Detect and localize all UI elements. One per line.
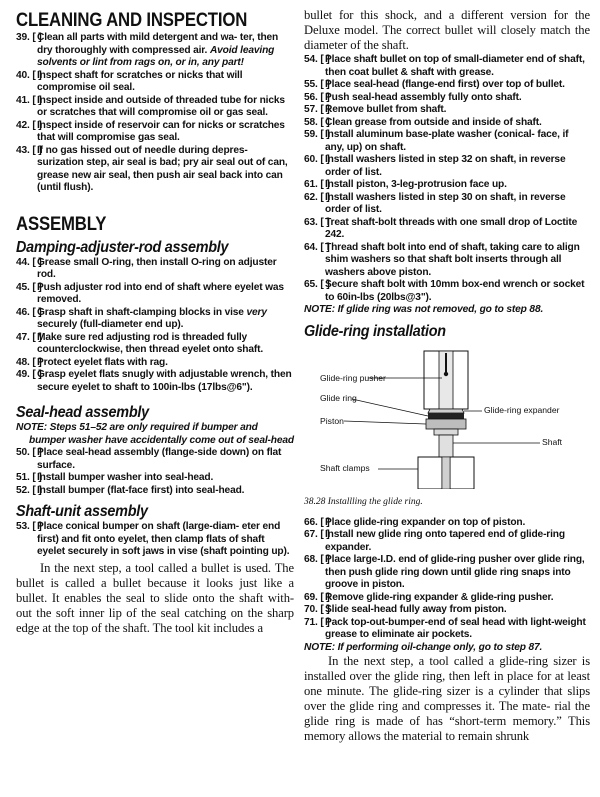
step-66: [304, 517, 590, 530]
step-number: 53. [ ]: [16, 521, 42, 532]
step-42: [16, 120, 294, 145]
step-number: 51. [ ]: [16, 472, 42, 483]
glide-ring-subheading: Glide-ring installation: [304, 322, 446, 340]
step-number: 64. [ ]: [304, 241, 330, 253]
step-number: 49. [ ]: [16, 369, 42, 380]
pusher-rod-tip: [444, 371, 448, 375]
step-text: Remove glide-ring expander & glide-ring pusher.: [325, 591, 554, 603]
paragraph-text: In the next step, a tool called a glide-ring sizer is installed over the glide ring, then left in place for at least one minute. The glide-ring sizer is a cylinder that slips over the glide ring and compresses it. The mate- rial the glide ring is made of has “short-term memory.” This memory allows the material to remain shrunk: [304, 654, 590, 743]
right-column: [304, 0, 590, 744]
step-48: [16, 357, 294, 370]
label-shaft-clamps: Shaft clamps: [320, 462, 370, 473]
step-text: Grasp eyelet flats snugly with adjustable wrench, then secure eyelet to shaft to 100in-lbs (17lbs@6").: [37, 369, 292, 393]
shaft-clamp-right: [450, 457, 474, 489]
shaft-clamp-left: [418, 457, 442, 489]
step-number: 60. [ ]: [304, 154, 330, 165]
step-number: 65. [ ]: [304, 279, 330, 290]
step-text: Clean all parts with mild detergent and wa- ter, then dry thoroughly with compressed air.: [37, 32, 279, 56]
step-text: Slide seal-head fully away from piston.: [325, 604, 507, 615]
step-69: [304, 592, 590, 605]
step-warning: Avoid leaving solvents or lint from rags on, or in, any part!: [37, 44, 275, 68]
step-51: [16, 472, 294, 485]
step-text: Place seal-head (flange-end first) over top of bullet.: [325, 79, 565, 90]
step-text-end: securely (full-diameter end up).: [37, 319, 184, 330]
step-number: 61. [ ]: [304, 179, 330, 190]
step-number: 47. [ ]: [16, 331, 42, 343]
step-62: [304, 192, 590, 217]
glide-ring-sizer-paragraph: [304, 654, 590, 744]
cleaning-heading: CLEANING AND INSPECTION: [16, 9, 248, 31]
step-45: [16, 282, 294, 307]
step-number: 40. [ ]: [16, 69, 42, 81]
step-number: 56. [ ]: [304, 91, 330, 103]
step-text: Inspect shaft for scratches or nicks that will compromise oil seal.: [37, 69, 243, 93]
damping-steps: [16, 257, 294, 395]
step-61: [304, 179, 590, 192]
step-text: Protect eyelet flats with rag.: [37, 356, 168, 368]
step-71: [304, 617, 590, 642]
step-59: [304, 129, 590, 154]
step-54: [304, 54, 590, 79]
left-column: [16, 0, 294, 636]
step-41: [16, 95, 294, 120]
step-text: Install bumper washer into seal-head.: [37, 472, 214, 483]
step-64: [304, 242, 590, 280]
step-60: [304, 154, 590, 179]
shaft-unit-steps: [16, 521, 294, 559]
step-text: Thread shaft bolt into end of shaft, taking care to align shim washers so that shaft bolt inserts through all washers above piston.: [325, 241, 580, 278]
damping-subheading: Damping-adjuster-rod assembly: [16, 238, 229, 256]
note-glide-ring: NOTE: If glide ring was not removed, go to step 88.: [304, 304, 544, 315]
step-58: [304, 117, 590, 130]
note-oil-change: NOTE: If performing oil-change only, go to step 87.: [304, 641, 543, 653]
step-49: [16, 369, 294, 394]
step-52: [16, 485, 294, 498]
label-piston: Piston: [320, 415, 344, 426]
step-number: 50. [ ]: [16, 447, 42, 458]
step-67: [304, 529, 590, 554]
step-number: 46. [ ]: [16, 306, 42, 318]
step-number: 68. [ ]: [304, 554, 330, 565]
paragraph-text: In the next step, a tool called a bullet is used. The bullet is called a bullet because it looks just like a bullet. It enables the seal to slide onto the shaft with- out the soft inner lip of the seal catching on the sharp edge at the top of the shaft. The tool kit includes a: [16, 560, 294, 635]
step-number: 45. [ ]: [16, 281, 42, 293]
step-number: 57. [ ]: [304, 104, 330, 115]
step-70: [304, 604, 590, 617]
step-number: 67. [ ]: [304, 529, 330, 540]
figure-caption: 38.28 Installling the glide ring.: [304, 496, 423, 507]
shaft-in-clamp: [442, 457, 450, 489]
step-number: 39. [ ]: [16, 32, 42, 43]
expander-cone: [428, 409, 464, 413]
step-text: Install bumper (flat-face first) into seal-head.: [37, 484, 245, 496]
step-text: Place glide-ring expander on top of piston.: [325, 516, 526, 528]
step-text: Treat shaft-bolt threads with one small drop of Loctite 242.: [325, 216, 578, 240]
bullet-paragraph-continued: bullet for this shock, and a different version for the Deluxe model. The correct bullet will closely match the diameter of the shaft.: [304, 8, 590, 52]
step-number: 58. [ ]: [304, 116, 330, 128]
step-text: Place conical bumper on shaft (large-diam- eter end first) and fit onto eyelet, then clamp flats of shaft eyelet securely in soft jaws in vise (shaft pointing up).: [37, 521, 290, 557]
shaft-unit-subheading: Shaft-unit assembly: [16, 503, 148, 520]
step-text: Remove bullet from shaft.: [325, 104, 447, 115]
step-text: Inspect inside of reservoir can for nicks or scratches that will compromise gas seal.: [37, 119, 285, 143]
step-40: [16, 70, 294, 95]
label-glide-ring-pusher: Glide-ring pusher: [320, 372, 386, 383]
step-number: 66. [ ]: [304, 516, 330, 528]
step-text: Install piston, 3-leg-protrusion face up.: [325, 179, 507, 190]
step-number: 43. [ ]: [16, 144, 42, 156]
step-text: Install washers listed in step 30 on shaft, in reverse order of list.: [325, 191, 566, 215]
step-47: [16, 332, 294, 357]
step-text: If no gas hissed out of needle during depres- surization step, air seal is bad; pry air seal out of can, grease new air seal, then push air seal back into can (until flush).: [37, 144, 288, 193]
step-text: Install washers listed in step 32 on shaft, in reverse order of list.: [325, 154, 566, 178]
step-number: 41. [ ]: [16, 94, 42, 106]
step-63: [304, 217, 590, 242]
leader-piston: [344, 421, 426, 424]
cleaning-steps: [16, 32, 294, 195]
step-text: Install new glide ring onto tapered end of glide-ring expander.: [325, 529, 565, 553]
step-number: 71. [ ]: [304, 616, 330, 628]
seal-head-steps: [16, 447, 294, 497]
step-text: Grease small O-ring, then install O-ring on adjuster rod.: [37, 256, 277, 280]
shaft: [439, 435, 453, 457]
step-text: Push adjuster rod into end of shaft where eyelet was removed.: [37, 281, 284, 305]
step-text: Secure shaft bolt with 10mm box-end wrench or socket to 60in-lbs (20lbs@3").: [325, 279, 585, 303]
seal-head-subheading: Seal-head assembly: [16, 404, 149, 421]
step-number: 44. [ ]: [16, 256, 42, 268]
step-53: [16, 521, 294, 559]
step-55: [304, 79, 590, 92]
label-glide-ring: Glide ring: [320, 392, 357, 403]
step-text: Place large-I.D. end of glide-ring pusher over glide ring, then push glide ring down until glide ring snaps into groove in piston.: [325, 554, 585, 590]
step-number: 55. [ ]: [304, 79, 330, 90]
step-number: 54. [ ]: [304, 54, 330, 65]
step-43: [16, 145, 294, 195]
piston-body: [426, 419, 466, 429]
step-number: 42. [ ]: [16, 119, 42, 131]
bullet-paragraph: [16, 561, 294, 636]
glide-ring: [428, 413, 464, 419]
step-39: [16, 32, 294, 70]
step-number: 70. [ ]: [304, 604, 330, 615]
step-44: [16, 257, 294, 282]
step-46: [16, 307, 294, 332]
step-text: Grasp shaft in shaft-clamping blocks in vise: [37, 306, 247, 318]
step-number: 62. [ ]: [304, 191, 330, 203]
seal-head-note: NOTE: Steps 51–52 are only required if bumper and bumper washer have accidentally come out of seal-head: [16, 422, 294, 446]
label-shaft: Shaft: [542, 436, 563, 447]
step-text: Inspect inside and outside of threaded tube for nicks or scratches that will compromise oil or gas seal.: [37, 94, 285, 118]
step-68: [304, 554, 590, 592]
step-65: [304, 279, 590, 304]
piston-base: [434, 429, 458, 435]
step-number: 63. [ ]: [304, 216, 330, 228]
step-number: 52. [ ]: [16, 484, 42, 496]
glide-ring-figure: [304, 349, 590, 489]
step-emphasis: very: [246, 306, 267, 318]
step-number: 59. [ ]: [304, 129, 330, 140]
label-glide-ring-expander: Glide-ring expander: [484, 404, 560, 415]
assembly-heading: ASSEMBLY: [16, 212, 107, 235]
step-text: Install aluminum base-plate washer (conical- face, if any, up) on shaft.: [325, 129, 569, 153]
step-56: [304, 92, 590, 105]
step-number: 69. [ ]: [304, 591, 330, 603]
step-number: 48. [ ]: [16, 356, 42, 368]
step-text: Push seal-head assembly fully onto shaft.: [325, 91, 522, 103]
step-text: Clean grease from outside and inside of shaft.: [325, 116, 542, 128]
step-text: Place seal-head assembly (flange-side down) on flat surface.: [37, 447, 282, 471]
step-50: [16, 447, 294, 472]
step-text: Pack top-out-bumper-end of seal head with light-weight grease to eliminate air pockets.: [325, 616, 586, 640]
leader-ring: [352, 399, 428, 416]
step-text: Place shaft bullet on top of small-diameter end of shaft, then coat bullet & shaft with grease.: [325, 54, 585, 78]
glide-ring-steps: [304, 517, 590, 642]
shaft-steps: [304, 54, 590, 304]
step-57: [304, 104, 590, 117]
step-text: Make sure red adjusting rod is threaded fully counterclockwise, then thread eyelet onto shaft.: [37, 331, 264, 355]
